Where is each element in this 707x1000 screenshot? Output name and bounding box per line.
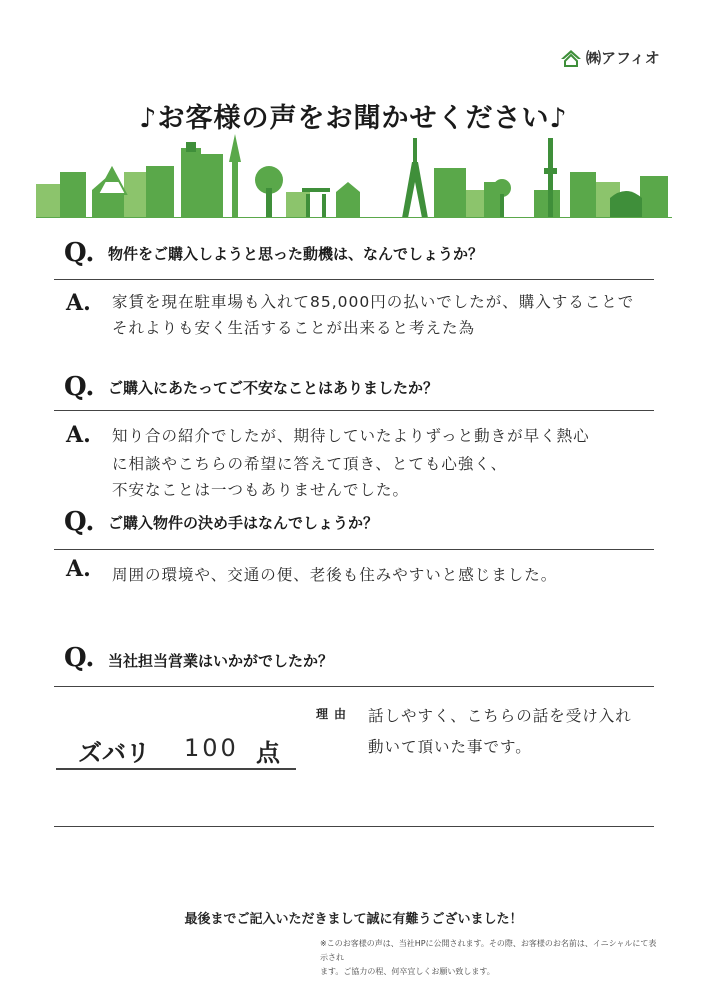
score-underline	[56, 768, 296, 770]
closing-message: 最後までご記入いただきまして誠に有難うございました！	[184, 912, 523, 927]
question-2-text: ご購入にあたってご不安なことはありましたか？	[108, 379, 439, 397]
score-value: 100	[184, 734, 239, 762]
company-logo	[560, 47, 660, 68]
question-3-text: ご購入物件の決め手はなんでしょうか？	[108, 514, 379, 532]
question-1-text: 物件をご購入しようと思った動機は、なんでしょうか？	[108, 245, 484, 263]
logo-text: ㈱アフィオ	[586, 49, 660, 67]
disclaimer-note	[320, 937, 660, 979]
answer-1-line-2: それよりも安く生活することが出来ると考えた為	[112, 319, 476, 337]
answer-3-mark: A.	[66, 556, 91, 582]
reason-label: 理由	[316, 707, 353, 721]
question-3-mark: Q.	[64, 507, 95, 537]
reason-line-1: 話しやすく、こちらの話を受け入れ	[368, 707, 632, 725]
answer-1-line-1: 家賃を現在駐車場も入れて85,000円の払いでしたが、購入することで	[112, 293, 635, 311]
house-logo-icon	[560, 49, 582, 67]
answer-2-line-2: に相談やこちらの希望に答えて頂き、とても心強く、	[112, 455, 508, 473]
question-1-rule	[54, 279, 654, 280]
question-4-mark: Q.	[64, 643, 95, 673]
answer-2-line-3: 不安なことは一つもありませんでした。	[112, 481, 410, 499]
reason-line-2: 動いて頂いた事です。	[368, 738, 532, 756]
answer-1-mark: A.	[66, 290, 91, 316]
question-1-mark: Q.	[64, 238, 95, 268]
question-3-rule	[54, 549, 654, 550]
bottom-rule	[54, 826, 654, 827]
note-line-1: ※このお客様の声は、当社HPに公開されます。その際、お客様のお名前は、イニシャルにて表示され	[320, 939, 657, 962]
answer-3-line-1: 周囲の環境や、交通の便、老後も住みやすいと感じました。	[112, 566, 558, 584]
question-4-rule	[54, 686, 654, 687]
note-line-2: ます。ご協力の程、何卒宜しくお願い致します。	[320, 967, 495, 976]
page-title: ♪お客様の声をお聞かせください♪	[139, 103, 568, 134]
answer-2-mark: A.	[66, 422, 91, 448]
answer-2-line-1: 知り合の紹介でしたが、期待していたよりずっと動きが早く熱心	[112, 427, 590, 445]
city-skyline-illustration	[36, 132, 672, 218]
score-label: ズバリ	[78, 739, 150, 767]
question-2-rule	[54, 410, 654, 411]
score-unit: 点	[256, 739, 280, 767]
question-2-mark: Q.	[64, 372, 95, 402]
question-4-text: 当社担当営業はいかがでしたか？	[108, 652, 334, 670]
